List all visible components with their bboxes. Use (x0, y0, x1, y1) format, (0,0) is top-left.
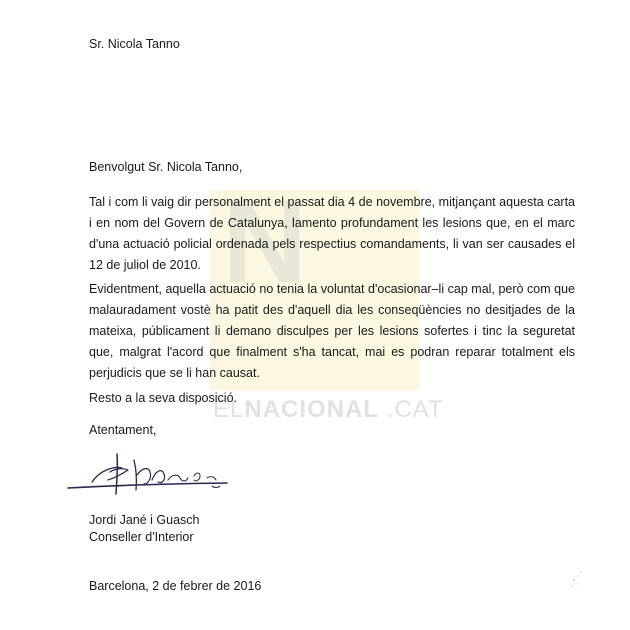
scan-speckle-mark (566, 560, 596, 590)
watermark-text-nacional: NACIONAL (244, 396, 380, 423)
recipient-name: Sr. Nicola Tanno (89, 37, 180, 51)
signer-name: Jordi Jané i Guasch (89, 513, 200, 527)
watermark-logo-text (213, 396, 444, 424)
paragraph-2: Evidentment, aquella actuació no tenia la voluntat d'ocasionar–li cap mal, però com que malauradament vostè ha patit des d'aquell dia les conseqüències no desitjades de la mateixa, públicament li demano disculpes per les lesions sofertes i tinc la seguretat que, malgrat l'acord que finalment s'ha tancat, mai es podran reparar totalment els perjudicis que se li han causat. (89, 282, 575, 380)
letter-greeting: Benvolgut Sr. Nicola Tanno, (89, 160, 243, 174)
place-and-date: Barcelona, 2 de febrer de 2016 (89, 579, 262, 593)
watermark-logo-letter: N (222, 176, 308, 308)
paragraph-3: Resto a la seva disposició. (89, 391, 237, 405)
watermark-text-el: EL (213, 396, 245, 423)
signer-block (89, 512, 199, 546)
handwritten-signature (62, 450, 232, 505)
paragraph-1: Tal i com li vaig dir personalment el passat dia 4 de novembre, mitjançant aquesta carta i en nom del Govern de Catalunya, lamento profundament les lesions que, en el marc d'una actuació policial ordenada pels respectius comandaments, li van ser causades el 12 de juliol de 2010. (89, 195, 575, 272)
watermark-text-cat: .CAT (379, 396, 444, 423)
letter-closing: Atentament, (89, 423, 157, 437)
signer-title: Conseller d'Interior (89, 530, 194, 544)
